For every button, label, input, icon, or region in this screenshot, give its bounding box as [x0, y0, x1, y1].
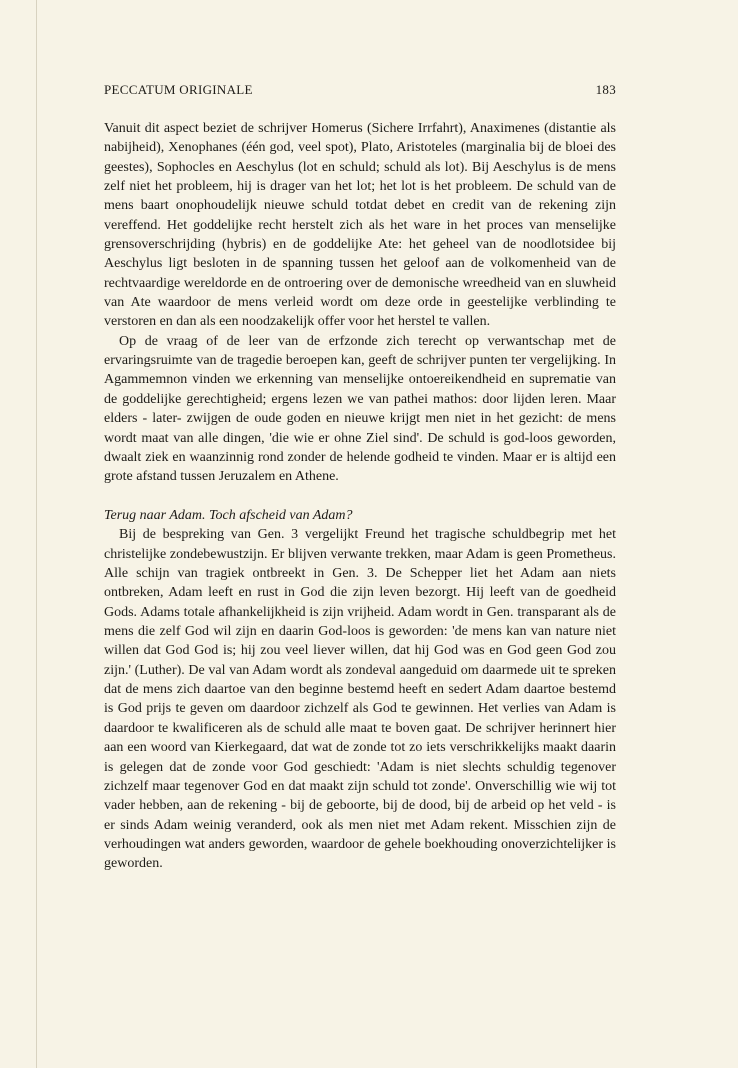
- body-text: [104, 119, 616, 874]
- paragraph-2: Op de vraag of de leer van de erfzonde zich terecht op verwantschap met de ervaringsruimte van de tragedie beroepen kan, geeft de schrijver punten ter vergelijking. In Agammemnon vinden we erkenning van menselijke ontoereikendheid en suprematie van de goddelijke gerechtigheid; ergens lezen we van pathei mathos: door lijden leren. Maar elders - later- zwijgen de oude goden en nieuwe krijgt men niet in het gezicht: de mens wordt maat van alle dingen, 'die wie er ohne Ziel sind'. De schuld is god-loos geworden, dwaalt ziek en waanzinnig rond zonder de helende godheid te vinden. Maar er is altijd een grote afstand tussen Jeruzalem en Athene.: [104, 333, 616, 485]
- paragraph-1: Vanuit dit aspect beziet de schrijver Homerus (Sichere Irrfahrt), Anaximenes (distantie als nabijheid), Xenophanes (één god, veel spot), Plato, Aristoteles (marginalia bij de bloei des geestes), Sophocles en Aeschylus (lot en schuld; schuld als lot). Bij Aeschylus is de mens zelf niet het probleem, hij is drager van het lot; het lot is het probleem. De schuld van de mens baart onophoudelijk nieuwe schuld totdat debet en credit van de rekening zijn vereffend. Het goddelijke recht herstelt zich als het ware in het proces van menselijke grensoverschrijding (hybris) en de goddelijke Ate: het geheel van de noodlotsidee bij Aeschylus ligt besloten in de spanning tussen het geloof aan de volkomenheid van de rechtvaardige wereldorde en de ontroering over de demonische wreedheid van en sluwheid van Ate waardoor de mens verleid wordt om deze orde in geestelijke verblinding te verstoren en dan als een noodzakelijk offer voor het herstel te vallen.: [104, 121, 616, 330]
- page-number: 183: [595, 82, 616, 97]
- paragraph-3: Bij de bespreking van Gen. 3 vergelijkt Freund het tragische schuldbegrip met het christelijke zondebewustzijn. Er blijven verwante trekken, maar Adam is geen Prometheus. Alle schijn van tragiek ontbreekt in Gen. 3. De Schepper liet het Adam aan niets ontbreken, Adam leeft en rust in God die zijn leven bezorgt. Hij leeft van de goedheid Gods. Adams totale afhankelijkheid is zijn vrijheid. Adam wordt in Gen. transparant als de mens die zelf God wil zijn en daarin God-loos is geworden: 'de mens kan van nature niet willen dat God God is; hij zou veel liever willen, dat hij God was en God geen God zou zijn.' (Luther). De val van Adam wordt als zondeval aangeduid om daarmede uit te spreken dat de mens zich daartoe van den beginne bestemd heeft en sedert Adam daartoe bestemd is God prijs te geven om daardoor zichzelf als God te gewinnen. Het verlies van Adam is daardoor te kwalificeren als de schuld alle maat te boven gaat. De schrijver herinnert hier aan een woord van Kierkegaard, dat wat de zonde tot zo iets verschrikkelijks maakt daarin is gelegen dat de zonde voor God geschiedt: 'Adam is niet slechts schuldig tegenover zichzelf maar tegenover God en dat maakt zijn schuld tot zonde'. Onverschillig wie wij tot vader hebben, aan de rekening - bij de geboorte, bij de dood, bij de arbeid op het veld - is er sinds Adam weinig veranderd, ook als men niet met Adam rekent. Misschien zijn de verhoudingen wat anders geworden, waardoor de gehele boekhouding onoverzichtelijker is geworden.: [104, 527, 616, 872]
- section-heading: Terug naar Adam. Toch afscheid van Adam?: [104, 508, 353, 524]
- running-title: PECCATUM ORIGINALE: [104, 82, 253, 97]
- running-header: [104, 82, 616, 102]
- page-edge-line: [36, 0, 37, 1068]
